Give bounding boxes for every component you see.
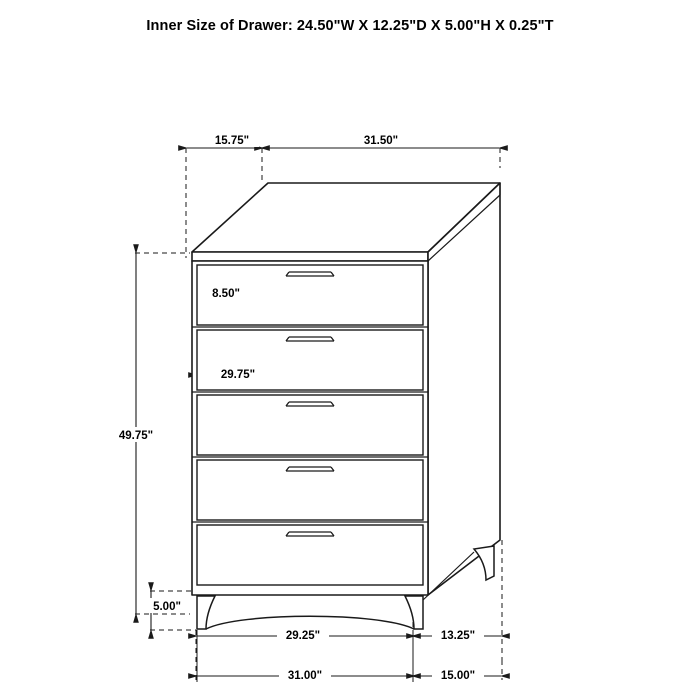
label-leg-height: 5.00" [153, 601, 181, 613]
label-overall-depth: 15.00" [440, 670, 476, 682]
label-base-side-depth: 13.25" [440, 630, 476, 642]
leg-front-left [197, 596, 215, 629]
drawer-5 [197, 525, 423, 585]
label-base-front-width: 29.25" [285, 630, 321, 642]
label-overall-width: 31.00" [287, 670, 323, 682]
leg-rear-right [474, 546, 494, 580]
label-drawer-front-width: 29.75" [220, 369, 256, 381]
label-drawer-height: 8.50" [212, 288, 240, 300]
chest-right-side [428, 183, 500, 595]
label-width-top: 31.50" [363, 135, 399, 147]
label-depth-top: 15.75" [214, 135, 250, 147]
page-title: Inner Size of Drawer: 24.50"W X 12.25"D X 5.00"H X 0.25"T [146, 18, 554, 34]
label-overall-height: 49.75" [118, 430, 154, 442]
drawer-3 [197, 395, 423, 455]
chest-top-edge [192, 252, 428, 261]
drawer-fronts [197, 265, 423, 585]
leg-front-right [405, 596, 423, 629]
drawer-4 [197, 460, 423, 520]
